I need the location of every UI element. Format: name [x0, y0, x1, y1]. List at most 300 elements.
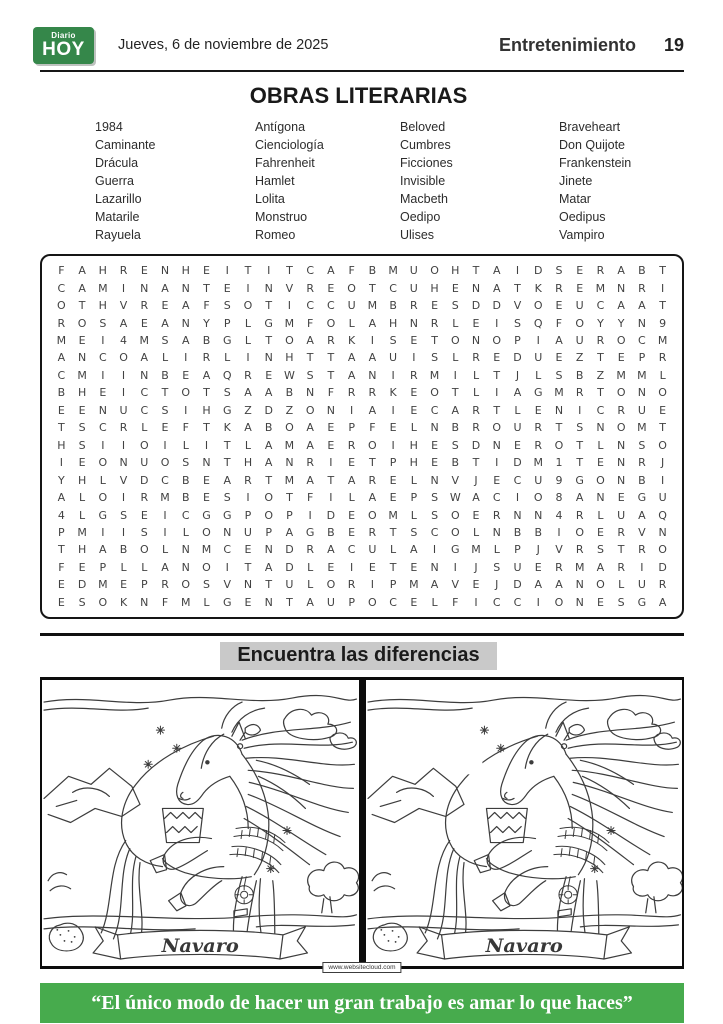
grid-letter: O — [285, 421, 294, 435]
grid-letter: J — [515, 368, 520, 382]
grid-letter: I — [661, 281, 665, 295]
grid-letter: S — [99, 316, 107, 330]
grid-letter: O — [243, 299, 253, 313]
grid-letter: I — [453, 368, 457, 382]
grid-letter: S — [223, 386, 231, 400]
grid-letter: I — [536, 595, 540, 609]
diario-hoy-logo — [33, 27, 94, 64]
grid-letter: A — [638, 508, 646, 522]
grid-letter: S — [555, 264, 563, 278]
grid-letter: A — [181, 334, 190, 348]
grid-letter: I — [495, 316, 499, 330]
grid-letter: I — [495, 386, 499, 400]
grid-letter: A — [492, 281, 501, 295]
grid-letter: C — [430, 403, 439, 417]
grid-letter: T — [597, 386, 604, 400]
panel-divider — [359, 680, 366, 966]
grid-letter: S — [120, 508, 128, 522]
grid-letter: H — [202, 403, 211, 417]
grid-letter: A — [534, 578, 542, 592]
grid-letter: U — [243, 525, 252, 539]
grid-letter: U — [513, 560, 522, 574]
differences-title: Encuentra las diferencias — [220, 642, 496, 670]
grid-letter: H — [285, 351, 294, 365]
grid-letter: I — [515, 264, 520, 278]
grid-letter: F — [58, 264, 65, 278]
grid-letter: N — [471, 281, 481, 295]
grid-letter: O — [326, 578, 336, 592]
grid-letter: V — [555, 543, 563, 557]
grid-letter: F — [348, 264, 355, 278]
grid-letter: M — [637, 368, 647, 382]
grid-letter: C — [98, 351, 107, 365]
grid-letter: R — [575, 508, 584, 522]
grid-letter: J — [474, 560, 478, 574]
grid-letter: O — [347, 281, 356, 295]
grid-letter: I — [412, 351, 416, 365]
grid-letter: S — [555, 368, 563, 382]
grid-letter: I — [350, 560, 354, 574]
grid-letter: C — [57, 368, 66, 382]
grid-letter: T — [555, 421, 563, 435]
grid-letter: G — [575, 473, 584, 487]
grid-letter: C — [181, 508, 190, 522]
grid-letter: T — [368, 281, 376, 295]
grid-letter: I — [121, 281, 126, 295]
wordsearch-grid — [51, 262, 673, 611]
grid-letter: E — [472, 508, 480, 522]
grid-letter: E — [57, 595, 65, 609]
grid-letter: H — [181, 264, 190, 278]
grid-letter: T — [203, 281, 210, 295]
grid-letter: E — [57, 403, 65, 417]
grid-letter: O — [139, 438, 149, 452]
grid-letter: M — [77, 525, 87, 539]
grid-letter: U — [409, 264, 418, 278]
grid-letter: M — [284, 316, 295, 330]
grid-letter: O — [430, 264, 439, 278]
grid-letter: O — [98, 456, 108, 470]
grid-letter: T — [493, 403, 501, 417]
grid-letter: U — [409, 281, 418, 295]
grid-letter: P — [389, 456, 397, 470]
grid-letter: 4 — [57, 508, 65, 522]
grid-letter: M — [284, 438, 295, 452]
grid-letter: E — [410, 595, 418, 609]
grid-letter: I — [370, 334, 374, 348]
grid-letter: F — [369, 421, 376, 435]
grid-letter: R — [244, 368, 252, 382]
grid-letter: L — [79, 508, 86, 522]
grid-letter: E — [244, 595, 252, 609]
grid-letter: B — [638, 264, 646, 278]
grid-letter: P — [58, 525, 65, 539]
grid-letter: O — [98, 491, 108, 505]
grid-letter: C — [223, 543, 232, 557]
grid-letter: N — [264, 281, 273, 295]
grid-letter: I — [204, 438, 209, 452]
grid-letter: M — [77, 368, 87, 382]
grid-letter: D — [471, 299, 481, 313]
grid-letter: T — [327, 368, 335, 382]
grid-letter: N — [492, 438, 501, 452]
grid-letter: E — [161, 299, 169, 313]
grid-letter: E — [431, 299, 439, 313]
grid-letter: H — [77, 386, 87, 400]
grid-letter: L — [203, 595, 210, 609]
word-item: Guerra — [95, 174, 134, 188]
grid-letter: T — [576, 438, 584, 452]
grid-letter: I — [246, 281, 250, 295]
image-credit: www.websitecloud.com — [322, 962, 401, 973]
grid-letter: F — [161, 595, 169, 609]
word-item: Lolita — [255, 192, 285, 206]
grid-letter: O — [492, 421, 502, 435]
grid-letter: F — [307, 491, 314, 505]
grid-letter: S — [161, 334, 169, 348]
grid-letter: E — [389, 473, 397, 487]
word-item: Lazarillo — [95, 192, 142, 206]
grid-letter: L — [244, 316, 252, 330]
grid-letter: I — [557, 525, 561, 539]
grid-letter: S — [223, 491, 231, 505]
grid-letter: A — [430, 578, 439, 592]
grid-letter: D — [77, 578, 87, 592]
grid-letter: N — [264, 543, 273, 557]
grid-letter: O — [575, 316, 585, 330]
grid-letter: A — [202, 368, 211, 382]
grid-letter: D — [658, 560, 667, 574]
grid-letter: C — [57, 281, 66, 295]
grid-letter: L — [244, 438, 252, 452]
grid-letter: I — [350, 403, 354, 417]
grid-letter: H — [388, 316, 398, 330]
grid-letter: T — [265, 334, 273, 348]
grid-letter: U — [347, 299, 356, 313]
grid-letter: T — [389, 525, 397, 539]
grid-letter: E — [576, 264, 584, 278]
grid-letter: O — [264, 491, 274, 505]
grid-letter: R — [472, 351, 480, 365]
grid-letter: L — [618, 578, 625, 592]
grid-letter: R — [658, 578, 667, 592]
word-item: Braveheart — [559, 120, 621, 134]
grid-letter: E — [472, 578, 480, 592]
difference-image-right — [366, 680, 683, 966]
word-column — [255, 118, 400, 244]
grid-letter: U — [368, 543, 377, 557]
grid-letter: D — [492, 299, 501, 313]
grid-letter: R — [472, 403, 480, 417]
logo-top-text: Diario — [51, 31, 76, 40]
grid-letter: U — [658, 491, 667, 505]
grid-letter: N — [264, 351, 273, 365]
grid-letter: I — [536, 334, 540, 348]
grid-letter: A — [78, 264, 86, 278]
grid-letter: N — [264, 595, 273, 609]
grid-letter: O — [202, 560, 211, 574]
grid-letter: M — [160, 491, 170, 505]
grid-letter: S — [451, 438, 459, 452]
grid-letter: F — [58, 560, 65, 574]
grid-letter: K — [389, 386, 397, 400]
grid-letter: O — [430, 386, 439, 400]
grid-letter: M — [574, 560, 585, 574]
grid-letter: A — [264, 438, 273, 452]
grid-letter: S — [514, 316, 521, 330]
grid-letter: E — [161, 421, 169, 435]
grid-letter: U — [119, 403, 128, 417]
grid-letter: F — [452, 595, 459, 609]
grid-letter: W — [449, 491, 461, 505]
grid-letter: L — [307, 560, 314, 574]
grid-letter: M — [98, 281, 108, 295]
grid-letter: E — [617, 351, 625, 365]
grid-letter: U — [617, 508, 626, 522]
grid-letter: O — [575, 525, 585, 539]
grid-letter: I — [391, 403, 395, 417]
grid-letter: C — [140, 403, 149, 417]
grid-letter: E — [514, 438, 521, 452]
page-header — [33, 24, 684, 66]
word-item: Hamlet — [255, 174, 295, 188]
grid-letter: M — [409, 578, 419, 592]
grid-letter: R — [244, 473, 252, 487]
grid-letter: U — [326, 595, 335, 609]
grid-letter: L — [161, 351, 169, 365]
grid-letter: A — [244, 386, 252, 400]
grid-letter: M — [533, 456, 543, 470]
grid-letter: D — [264, 403, 273, 417]
grid-letter: A — [327, 543, 335, 557]
grid-letter: N — [430, 560, 439, 574]
grid-letter: L — [410, 508, 417, 522]
grid-letter: E — [596, 525, 604, 539]
grid-letter: I — [101, 334, 105, 348]
grid-letter: P — [348, 595, 355, 609]
grid-letter: E — [140, 508, 148, 522]
grid-letter: N — [223, 525, 232, 539]
grid-letter: V — [451, 578, 460, 592]
grid-letter: N — [368, 368, 377, 382]
grid-letter: O — [658, 543, 667, 557]
grid-letter: B — [534, 525, 542, 539]
grid-letter: C — [140, 386, 149, 400]
grid-letter: A — [555, 334, 563, 348]
grid-letter: L — [182, 438, 189, 452]
grid-letter: S — [617, 595, 625, 609]
grid-letter: R — [534, 438, 543, 452]
grid-letter: B — [202, 334, 211, 348]
grid-letter: R — [409, 368, 418, 382]
grid-letter: T — [472, 456, 480, 470]
grid-letter: N — [181, 281, 190, 295]
word-column — [400, 118, 559, 244]
grid-letter: C — [430, 525, 439, 539]
grid-letter: S — [638, 438, 646, 452]
grid-letter: I — [121, 368, 126, 382]
grid-letter: N — [202, 456, 211, 470]
grid-letter: A — [596, 560, 605, 574]
word-column — [559, 118, 631, 244]
grid-letter: N — [77, 351, 87, 365]
grid-letter: D — [326, 508, 336, 522]
grid-letter: L — [493, 543, 500, 557]
grid-letter: R — [140, 491, 149, 505]
grid-letter: H — [409, 456, 418, 470]
grid-letter: N — [140, 595, 149, 609]
grid-letter: A — [555, 578, 563, 592]
grid-letter: B — [575, 368, 584, 382]
grid-letter: Y — [617, 316, 625, 330]
grid-letter: N — [513, 508, 522, 522]
grid-letter: M — [429, 368, 440, 382]
grid-letter: E — [140, 264, 148, 278]
grid-letter: B — [513, 525, 522, 539]
grid-letter: A — [244, 421, 252, 435]
differences-title-row — [33, 642, 684, 670]
grid-letter: A — [306, 334, 314, 348]
grid-letter: S — [431, 508, 439, 522]
differences-box — [40, 677, 684, 969]
grid-letter: N — [181, 560, 190, 574]
grid-letter: D — [533, 264, 543, 278]
grid-letter: I — [578, 403, 582, 417]
grid-letter: B — [451, 421, 460, 435]
grid-letter: R — [534, 421, 543, 435]
grid-letter: A — [223, 473, 231, 487]
grid-letter: O — [450, 334, 460, 348]
grid-letter: N — [140, 281, 149, 295]
grid-letter: O — [77, 316, 87, 330]
grid-letter: T — [223, 438, 231, 452]
grid-letter: O — [181, 578, 191, 592]
grid-letter: A — [181, 299, 190, 313]
grid-letter: E — [534, 560, 542, 574]
grid-letter: N — [658, 525, 667, 539]
grid-letter: J — [474, 473, 478, 487]
grid-letter: N — [617, 438, 626, 452]
grid-letter: T — [659, 264, 666, 278]
grid-letter: C — [638, 334, 646, 348]
grid-letter: T — [389, 560, 397, 574]
grid-letter: I — [163, 508, 167, 522]
grid-letter: L — [348, 316, 355, 330]
grid-letter: O — [596, 473, 605, 487]
grid-letter: E — [431, 456, 439, 470]
grid-letter: A — [347, 351, 356, 365]
word-item: Vampiro — [559, 228, 605, 242]
grid-letter: U — [140, 456, 149, 470]
grid-letter: R — [368, 386, 377, 400]
grid-letter: G — [305, 525, 315, 539]
grid-letter: R — [575, 386, 584, 400]
grid-letter: N — [637, 386, 647, 400]
grid-letter: E — [493, 351, 501, 365]
grid-letter: L — [161, 543, 169, 557]
word-item: Ficciones — [400, 156, 453, 170]
grid-letter: T — [203, 386, 210, 400]
grid-letter: B — [57, 386, 66, 400]
grid-letter: R — [306, 543, 314, 557]
grid-letter: A — [161, 316, 169, 330]
grid-letter: E — [368, 560, 376, 574]
grid-letter: H — [451, 264, 460, 278]
grid-letter: N — [430, 421, 439, 435]
grid-letter: M — [616, 368, 626, 382]
grid-letter: R — [140, 299, 149, 313]
grid-letter: M — [388, 264, 398, 278]
grid-letter: R — [306, 281, 314, 295]
grid-letter: O — [326, 316, 336, 330]
grid-letter: H — [98, 299, 107, 313]
grid-letter: C — [389, 281, 397, 295]
grid-letter: E — [244, 543, 252, 557]
grid-letter: 1 — [555, 456, 563, 470]
grid-letter: L — [120, 560, 127, 574]
grid-letter: T — [161, 386, 169, 400]
grid-letter: N — [554, 403, 564, 417]
grid-letter: C — [389, 595, 397, 609]
grid-letter: A — [451, 403, 460, 417]
grid-letter: G — [264, 316, 273, 330]
grid-letter: R — [327, 334, 335, 348]
grid-letter: E — [327, 438, 335, 452]
grid-letter: M — [139, 334, 150, 348]
grid-letter: A — [57, 491, 66, 505]
grid-letter: N — [617, 456, 626, 470]
grid-letter: R — [306, 456, 314, 470]
grid-letter: S — [78, 421, 86, 435]
grid-letter: O — [57, 299, 66, 313]
grid-letter: C — [327, 299, 335, 313]
grid-letter: P — [286, 508, 293, 522]
grid-letter: L — [348, 491, 355, 505]
grid-letter: E — [348, 456, 356, 470]
grid-letter: O — [616, 386, 626, 400]
grid-letter: A — [617, 264, 625, 278]
word-item: Romeo — [255, 228, 296, 242]
grid-letter: T — [203, 421, 210, 435]
grid-letter: E — [617, 491, 625, 505]
grid-letter: E — [57, 578, 65, 592]
word-item: Matarile — [95, 210, 140, 224]
grid-letter: L — [597, 438, 604, 452]
grid-letter: B — [368, 264, 377, 278]
grid-letter: B — [181, 473, 190, 487]
grid-letter: M — [181, 595, 191, 609]
grid-letter: H — [77, 543, 87, 557]
grid-letter: A — [347, 473, 356, 487]
grid-letter: I — [121, 525, 126, 539]
difference-patch — [464, 756, 482, 774]
grid-letter: S — [203, 578, 210, 592]
grid-letter: P — [638, 351, 646, 365]
grid-letter: O — [492, 334, 502, 348]
word-item: 1984 — [95, 120, 123, 134]
grid-letter: D — [513, 351, 522, 365]
grid-letter: N — [575, 578, 584, 592]
grid-letter: T — [244, 264, 252, 278]
grid-letter: A — [99, 543, 107, 557]
grid-letter: L — [141, 560, 148, 574]
grid-letter: M — [388, 508, 398, 522]
grid-letter: L — [224, 351, 231, 365]
grid-letter: A — [264, 456, 273, 470]
grid-letter: R — [575, 543, 584, 557]
grid-letter: E — [389, 421, 397, 435]
grid-letter: R — [638, 543, 646, 557]
